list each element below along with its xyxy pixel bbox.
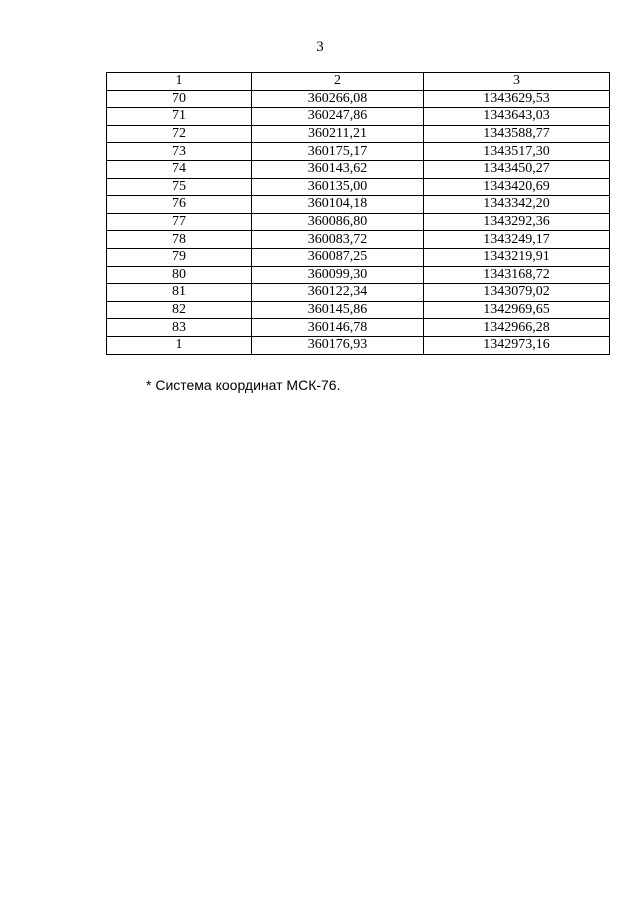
cell-point-number: 75 (107, 178, 252, 196)
cell-x: 360083,72 (252, 231, 424, 249)
table-row (107, 248, 610, 266)
cell-point-number: 82 (107, 301, 252, 319)
cell-x: 360247,86 (252, 108, 424, 126)
cell-y: 1342969,65 (424, 301, 610, 319)
cell-point-number: 72 (107, 125, 252, 143)
cell-point-number: 1 (107, 336, 252, 354)
cell-point-number: 71 (107, 108, 252, 126)
cell-x: 360211,21 (252, 125, 424, 143)
cell-x: 360087,25 (252, 248, 424, 266)
cell-y: 1343292,36 (424, 213, 610, 231)
cell-y: 1343219,91 (424, 248, 610, 266)
cell-x: 360104,18 (252, 196, 424, 214)
table-row (107, 178, 610, 196)
cell-x: 360086,80 (252, 213, 424, 231)
cell-point-number: 70 (107, 90, 252, 108)
cell-y: 1343342,20 (424, 196, 610, 214)
table-row (107, 143, 610, 161)
cell-x: 360145,86 (252, 301, 424, 319)
cell-point-number: 78 (107, 231, 252, 249)
cell-y: 1343168,72 (424, 266, 610, 284)
cell-x: 360176,93 (252, 336, 424, 354)
table-row (107, 108, 610, 126)
cell-y: 1343517,30 (424, 143, 610, 161)
cell-point-number: 79 (107, 248, 252, 266)
table-row (107, 213, 610, 231)
header-cell-y: 3 (424, 73, 610, 91)
cell-x: 360122,34 (252, 284, 424, 302)
cell-y: 1343629,53 (424, 90, 610, 108)
table-row (107, 336, 610, 354)
cell-y: 1343643,03 (424, 108, 610, 126)
header-cell-x: 2 (252, 73, 424, 91)
cell-y: 1342966,28 (424, 319, 610, 337)
cell-y: 1343079,02 (424, 284, 610, 302)
header-cell-point-number: 1 (107, 73, 252, 91)
cell-x: 360146,78 (252, 319, 424, 337)
coordinate-system-footnote: * Система координат МСК-76. (146, 377, 341, 393)
table-row (107, 284, 610, 302)
cell-point-number: 74 (107, 160, 252, 178)
table-row (107, 125, 610, 143)
cell-x: 360143,62 (252, 160, 424, 178)
cell-point-number: 81 (107, 284, 252, 302)
cell-x: 360175,17 (252, 143, 424, 161)
table-header-row (107, 73, 610, 91)
cell-y: 1343420,69 (424, 178, 610, 196)
table-row (107, 319, 610, 337)
coordinates-table (106, 72, 610, 355)
cell-x: 360135,00 (252, 178, 424, 196)
table-row (107, 160, 610, 178)
table-row (107, 266, 610, 284)
coordinates-table-body (107, 73, 610, 355)
cell-y: 1343588,77 (424, 125, 610, 143)
page-number: 3 (316, 39, 324, 55)
cell-x: 360099,30 (252, 266, 424, 284)
cell-point-number: 77 (107, 213, 252, 231)
cell-point-number: 83 (107, 319, 252, 337)
cell-y: 1343249,17 (424, 231, 610, 249)
cell-y: 1342973,16 (424, 336, 610, 354)
cell-point-number: 76 (107, 196, 252, 214)
cell-point-number: 80 (107, 266, 252, 284)
cell-y: 1343450,27 (424, 160, 610, 178)
table-row (107, 90, 610, 108)
table-row (107, 231, 610, 249)
table-row (107, 301, 610, 319)
table-row (107, 196, 610, 214)
cell-x: 360266,08 (252, 90, 424, 108)
cell-point-number: 73 (107, 143, 252, 161)
